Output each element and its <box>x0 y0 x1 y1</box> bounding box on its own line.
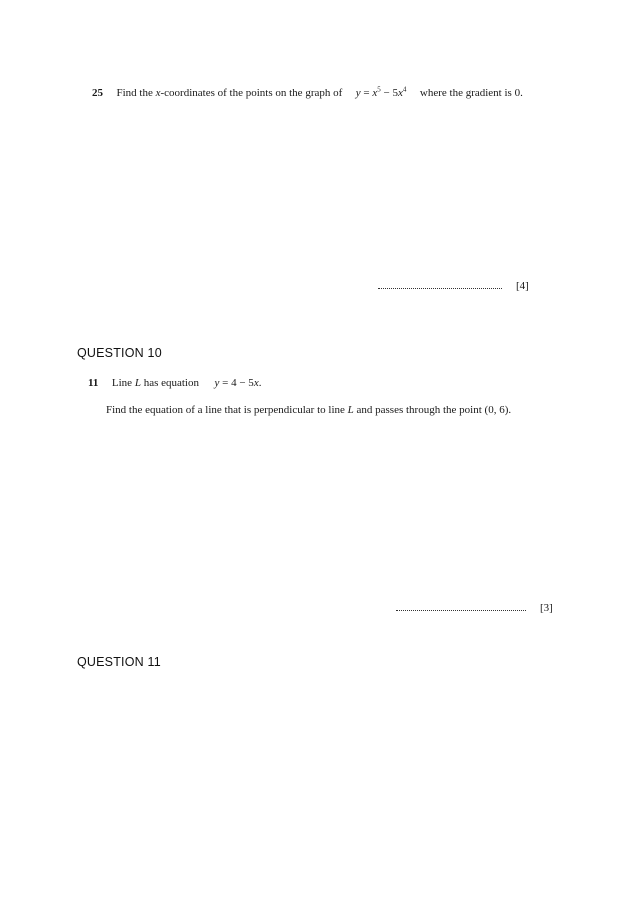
eq-exponent-2: 4 <box>402 85 407 94</box>
eq-x1: x <box>372 87 378 99</box>
eq-x: x <box>253 377 259 389</box>
marks: [4] <box>516 280 529 292</box>
line1-prefix: Line <box>111 377 135 389</box>
eq-equals: = <box>360 87 373 99</box>
eq-minus: − 5 <box>380 87 398 99</box>
eq-x2: x <box>398 87 403 99</box>
line2-suffix: and passes through the point (0, 6). <box>353 404 512 416</box>
line1-suffix: has equation <box>140 377 199 389</box>
question-text-start: Find the <box>116 87 156 99</box>
answer-area-25 <box>378 276 529 294</box>
eq-y: y <box>214 377 220 389</box>
question-11-line-1 <box>88 377 261 389</box>
line2-prefix: Find the equation of a line that is perpendicular to line <box>106 404 348 416</box>
line-L: L <box>347 404 354 416</box>
question-text-end: where the gradient is 0. <box>419 87 523 99</box>
question-11-line-2 <box>106 404 511 416</box>
section-heading: QUESTION 10 <box>77 346 162 360</box>
section-heading: QUESTION 11 <box>77 655 161 669</box>
question-25 <box>92 87 523 99</box>
question-number: 11 <box>88 377 99 389</box>
variable-x: x <box>155 87 161 99</box>
eq-end: . <box>258 377 262 389</box>
answer-line[interactable] <box>396 602 526 611</box>
answer-line[interactable] <box>378 280 502 289</box>
line-L: L <box>134 377 141 389</box>
equation <box>356 87 409 99</box>
answer-area-11 <box>396 598 553 616</box>
eq-rest: = 4 − 5 <box>219 377 254 389</box>
question-number: 25 <box>92 87 103 99</box>
eq-y: y <box>355 87 361 99</box>
question-text-mid: -coordinates of the points on the graph of <box>160 87 343 99</box>
equation <box>215 377 262 389</box>
marks: [3] <box>540 602 553 614</box>
eq-exponent-1: 5 <box>377 85 381 94</box>
